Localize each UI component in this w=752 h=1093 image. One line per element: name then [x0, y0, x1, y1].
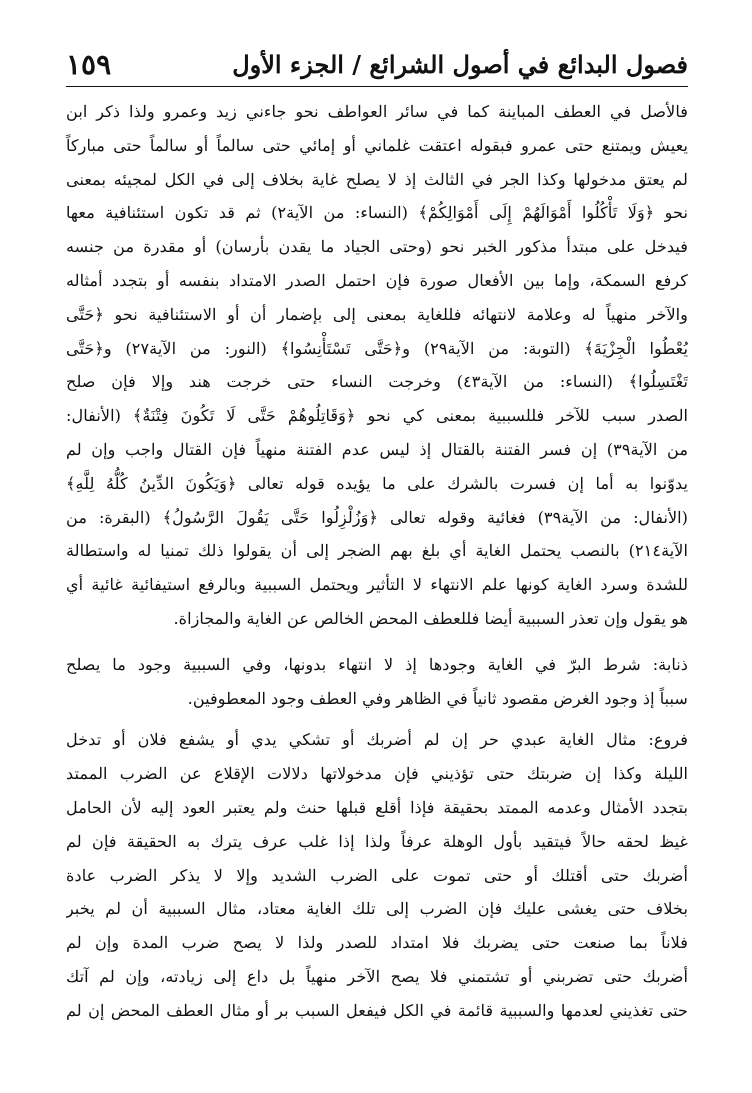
text-line: فروع: مثال الغاية عبدي حر إن لم أضربك أو تشكي يدي أو يشفع فلان أو تدخل: [66, 730, 688, 750]
text-line: يدوّنوا به أما إن فسرت بالشرك على ما يؤيده قوله تعالى ﴿وَيَكُونَ الدِّينُ كُلُّهُ لِلَّهِ﴾: [66, 473, 688, 493]
text-line: فلاناً بما صنعت حتى يضربك فلا امتداد للصدر ولذا لا يصح ضرب المدة وإن لم: [66, 933, 688, 953]
text-line: تَغْتَسِلُوا﴾ (النساء: من الآية٤٣) وخرجت النساء حتى خرجت هند وإلا فإن صلح: [66, 372, 688, 392]
text-line: الليلة وكذا إن ضربتك حتى تؤذيني فإن مدخولاتها دلالات الإقلاع عن الضرب الممتد: [66, 764, 688, 784]
text-line: غيظ لحقه حالاً فيتقيد بأول الوهلة عرفاً ولذا إذا غلب عرف يترك به الحقيقة فإن لم: [66, 831, 688, 851]
text-line: أضربك حتى تضربني أو تشتمني فلا يصح الآخر منهياً بل داع إلى زيادته، وإن لم آتك: [66, 966, 688, 986]
paragraph-furu: [66, 723, 688, 1027]
text-line: نحو ﴿وَلَا تَأْكُلُوا أَمْوَالَهُمْ إِلَى أَمْوَالِكُمْ﴾ (النساء: من الآية٢) ثم قد تكون استئنافية معها: [66, 203, 688, 223]
text-line: فيدخل على مبتدأ مذكور الخبر نحو (وحتى الجياد ما يقدن بأرسان) أو مقدرة من جنسه: [66, 237, 688, 257]
text-line: (الأنفال: من الآية٣٩) فغائية وقوله تعالى ﴿وَزُلْزِلُوا حَتَّى يَقُولَ الرَّسُولُ﴾ (البقرة: من: [66, 507, 688, 527]
text-line: أضربك حتى أقتلك أو حتى تموت على الضرب الشديد وإلا لا يذكر الضرب عادة: [66, 865, 688, 885]
running-title: فصول البدائع في أصول الشرائع / الجزء الأول: [232, 50, 688, 79]
text-line: فالأصل في العطف المباينة كما في سائر العواطف نحو جاءني زيد وعمرو ولذا ذكر ابن: [66, 102, 688, 121]
text-line: يعيش ويمتنع حتى عمرو فبقوله اعتقت غلماني أو إمائي حتى سالماً أو سالماً حتى مباركاً: [66, 135, 688, 155]
text-line: حتى تغذيني لعدمها والسببية قائمة في الكل فيفعل السبب بر أو مثال العطف المحض إن لم: [66, 1000, 688, 1020]
text-line: الصدر سبب للآخر فللسببية بمعنى كي نحو ﴿وَقَاتِلُوهُمْ حَتَّى لَا تَكُونَ فِتْنَةٌ﴾ (الأنفال:: [66, 406, 688, 426]
text-line: سبباً إذ وجود الغرض مقصود ثانياً في الظاهر وفي العطف وجود المعطوفين.: [187, 688, 688, 708]
paragraph-hatta-meanings: [66, 95, 688, 636]
text-line: بتجدد الأمثال وعدمه الممتد بحقيقة فإذا أقلع قبلها حنث ولم يعتبر العود إليه لأن الحامل: [66, 797, 688, 817]
paragraph-gap: [66, 715, 688, 723]
paragraph-dhunaba: [66, 648, 688, 716]
text-line: كرفع السمكة، وإما بين الأفعال صورة فإن احتمل الصدر الامتداد بنفسه أو بتجدد أمثاله: [66, 270, 688, 290]
text-line: لم يعتق مدخولها وكذا الجر في الثالث إذ لا يصلح غاية بخلاف إلى في الكل لمجيئه بمعنى: [66, 169, 688, 189]
text-line: من الآية٣٩) إن فسر الفتنة بالقتال إذ ليس عدم الفتنة منهياً فإن القتال واجب وإن لم: [66, 439, 688, 459]
page-body: [66, 95, 688, 1028]
page-header: [66, 36, 688, 87]
text-line: والآخر منهياً له وعلامة لانتهائه فللغاية بمعنى إلى بإضمار أن أو الاستئنافية نحو ﴿حَتَّى: [66, 304, 688, 324]
text-line: يُعْطُوا الْجِزْيَةَ﴾ (التوبة: من الآية٢٩) و﴿حَتَّى تَسْتَأْنِسُوا﴾ (النور: من الآية٢٧) و﴿حَتَّى: [66, 338, 688, 358]
page-number: ١٥٩: [66, 48, 112, 81]
text-line: هو يقول وإن تعذر السببية أيضا فللعطف المحض الخالص عن الغاية والمجازاة.: [173, 608, 688, 628]
book-page: [66, 36, 688, 1028]
text-line: الآية٢١٤) بالنصب يحتمل الغاية أي بلغ بهم الضجر إلى أن يقولوا ذلك تمنيا له واستطالة: [66, 541, 688, 561]
paragraph-gap: [66, 636, 688, 648]
text-line: ذنابة: شرط البرّ في الغاية وجودها إذ لا انتهاء بدونها، وفي السببية وجود ما يصلح: [66, 654, 688, 674]
text-line: للشدة وسرد الغاية كونها علم الانتهاء لا التأثير ويحتمل السببية وبالرفع استيفائية غائية أي: [66, 575, 688, 595]
text-line: بخلاف حتى يغشى عليك فإن الضرب إلى تلك الغاية معتاد، مثال السببية أن لم يخبر: [66, 899, 688, 919]
